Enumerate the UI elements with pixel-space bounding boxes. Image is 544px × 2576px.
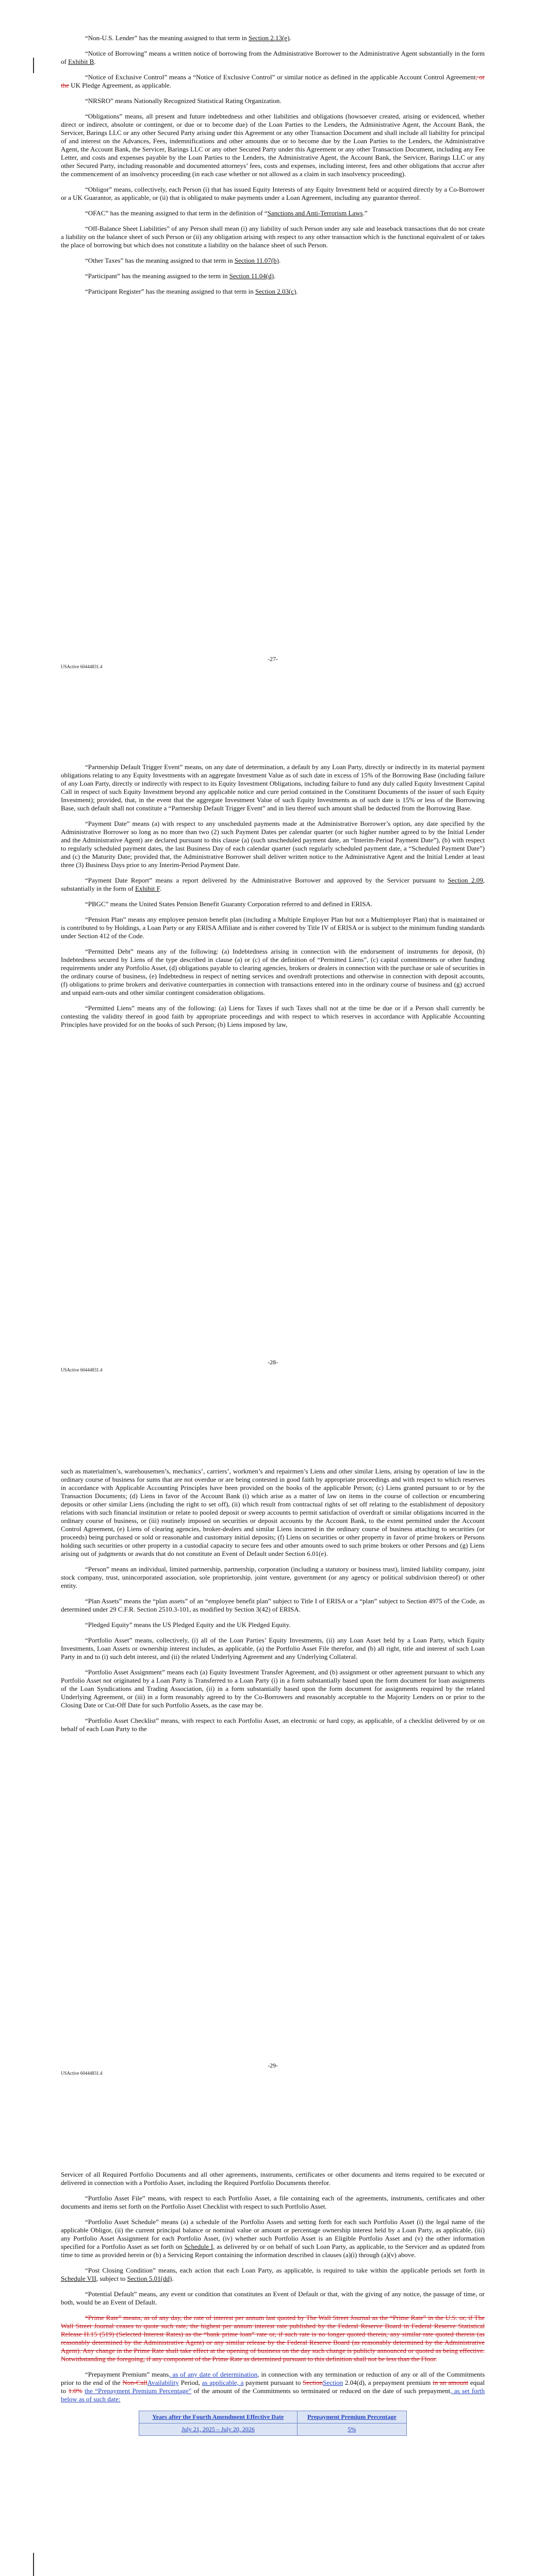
page-28-content [61,763,485,1036]
definition-prepayment-premium: “Prepayment Premium” means, as of any date of determination, in connection with any termination or reduction of any or all of the Commitments prior to the end of the Non-CallAvailability Period, as applicable, a payment pursuant to SectionSection 2.04(d), a prepayment premium in an amount equal to 1.0% the “Prepayment Premium Percentage” of the amount of the Commitments so terminated or reduced on the date of such prepayment, as set forth below as of such date: [61,2370,485,2403]
document-id: USActive 60444831.4 [61,1367,103,1372]
section-link[interactable]: Section 2.09 [448,876,483,884]
definition-obligor: “Obligor” means, collectively, each Person (i) that has issued Equity Interests of any Equity Investment held or acquired directly by a Co-Borrower or a UK Guarantor, as applicable, or (ii) that is obligated to make payments under a Loan Agreement, including any guarantor thereof. [61,185,485,201]
page-30 [0,2110,544,2576]
definition-portfolio-asset: “Portfolio Asset” means, collectively, (i) all of the Loan Parties’ Equity Investments, (ii) any Loan Asset held by a Loan Party, which Equity Investments, Loan Assets or ownership interest includes, as applicable, (a) the Portfolio Asset File therefor, and (b) all right, title and interest of such Loan Party in and to (i) such debt interest, and (ii) the related Underlying Agreement and any Underlying Collateral. [61,1636,485,1660]
definition-pbgc: “PBGC” means the United States Pension Benefit Guaranty Corporation referred to and defined in ERISA. [85,900,373,908]
table-header-years: Years after the Fourth Amendment Effective Date [139,2411,298,2424]
prepayment-premium-table [139,2411,407,2436]
page-29-content [61,1467,485,1740]
definition-person: “Person” means an individual, limited partnership, partnership, corporation (including a statutory or business trust), limited liability company, joint stock company, trust, unincorporated association, sole proprietorship, joint venture, government (or any agency or political subdivision thereof) or other entity. [61,1565,485,1589]
definition-obligations: “Obligations” means, all present and future indebtedness and other liabilities and obligations (howsoever created, arising or evidenced, whether direct or indirect, absolute or contingent, or due or to become due) of the Loan Parties to the Lenders, the Administrative Agent, the Account Bank, the Servicer, Barings LLC or any other Secured Party arising under this Agreement or any other Transaction Document and shall include all liability for principal of and interest on the Advances, Fees, indemnifications and other amounts due or to become due by the Loan Parties to the Lenders, the Administrative Agent, the Account Bank, the Servicer, Barings LLC or any other Secured Party under this Agreement or any other Transaction Document, including any Fee Letter, and costs and expenses payable by the Loan Parties to the Lenders, the Administrative Agent, the Account Bank, the Servicer, Barings LLC or any other Secured Party, including reasonable and documented attorneys’ fees, costs and expenses, including interest, fees and other obligations that accrue after the commencement of an insolvency proceeding (in each case whether or not allowed as a claim in such insolvency proceeding). [61,112,485,178]
definition-potential-default: “Potential Default” means, any event or condition that constitutes an Event of Default or that, with the giving of any notice, the passage of time, or both, would be an Event of Default. [61,2290,485,2306]
table-cell-period: July 21, 2025 – July 20, 2026 [139,2424,298,2436]
section-link[interactable]: Section 2.13(e) [248,34,290,42]
page-27-content [61,34,485,303]
page-29 [0,1406,544,2110]
definition-ofac: “OFAC” has the meaning assigned to that term in the definition of “Sanctions and Anti-Terrorism Laws.” [85,209,368,217]
change-bar [33,2553,34,2576]
page-footer [61,2062,485,2076]
definition-nrsro: “NRSRO” means Nationally Recognized Statistical Rating Organization. [85,97,282,105]
deleted-text: , or the [61,73,485,89]
section-link[interactable]: Section 5.01(dd) [127,2275,172,2282]
table-header-row [139,2411,407,2424]
table-row [139,2424,407,2436]
definition-payment-date-report: “Payment Date Report” means a report delivered by the Administrative Borrower and approved by the Servicer pursuant to Section 2.09, substantially in the form of Exhibit F. [61,876,485,892]
permitted-liens-continued: such as materialmen’s, warehousemen’s, mechanics’, carriers’, workmen’s and repairmen’s Liens and other similar Liens, arising by operation of law in the ordinary course of business for sums that are not overdue or are being contested in good faith by appropriate proceedings and with respect to which reserves in accordance with Applicable Accounting Principles have been provided on the books of the applicable Person; (c) Liens granted pursuant to or by the Transaction Documents; (d) Liens in favor of the Account Bank (i) which arise as a matter of law on items in the course of collection or encumbering deposits or other similar Liens (including the right to set off), (ii) which result from contractual rights of set off relating to the establishment of depository relations with such financial institution or relate to pooled deposit or sweep accounts to permit satisfaction of overdraft or similar obligations incurred in the ordinary course of business, or (iii) routinely imposed on securities or deposit accounts by the Account Bank, to the extent permitted under the Account Control Agreement, (e) Liens of clearing agencies, broker-dealers and similar Liens incurred in the ordinary course of business attaching to securities (or proceeds) being purchased or sold or reasonable and customary initial deposits; (f) Liens on securities or other property in favor of prime brokers or Persons holding such securities or other property in a custodial capacity to secure fees and other amounts owed to such prime brokers or other Persons and (g) Liens arising out of judgments or awards that do not constitute an Event of Default under Section 6.01(e). [61,1467,485,1557]
definition-plan-assets: “Plan Assets” means the “plan assets” of an “employee benefit plan” subject to Title I of ERISA or a “plan” subject to Section 4975 of the Code, as determined under 29 C.F.R. Section 2510.3-101, as modified by Section 3(42) of ERISA. [61,1597,485,1613]
document-id: USActive 60444831.4 [61,2071,103,2076]
page-30-content [61,2171,485,2436]
definition-portfolio-asset-checklist: “Portfolio Asset Checklist” means, with respect to each Portfolio Asset, an electronic or hard copy, as applicable, of a checklist delivered by or on behalf of each Loan Party to the [61,1717,485,1733]
definition-link[interactable]: Sanctions and Anti-Terrorism Laws [267,209,363,217]
document-id: USActive 60444831.4 [61,664,103,669]
portfolio-asset-checklist-continued: Servicer of all Required Portfolio Documents and all other agreements, instruments, certificates or other documents and items required to be executed or delivered in connection with a Portfolio Asset, including the Required Portfolio Documents therefor. [61,2171,485,2187]
exhibit-link[interactable]: Exhibit B [68,58,94,65]
definition-participant-register: “Participant Register” has the meaning assigned to that term in Section 2.03(c). [85,287,298,295]
table-cell-percentage: 5% [297,2424,406,2436]
page-28 [0,703,544,1406]
schedule-link[interactable]: Schedule I [184,2243,213,2250]
definition-pledged-equity: “Pledged Equity” means the US Pledged Equity and the UK Pledged Equity. [85,1621,291,1629]
definition-permitted-debt: “Permitted Debt” means any of the following: (a) Indebtedness arising in connection with the endorsement of instruments for deposit, (b) Indebtedness secured by Liens of the type described in clause (a) or (c) of the definition of “Permitted Liens”, (c) capital commitments or other funding requirements under any Portfolio Asset, (d) obligations payable to clearing agencies, brokers or dealers in connection with the purchase or sale of securities in the ordinary course of business, (e) Indebtedness in respect of netting services and overdraft protections and otherwise in connection with deposit accounts, (f) obligations to prime brokers and derivative counterparties in connection with transactions entered into in the ordinary course of business and (g) accrued and unpaid earn-outs and other similar contingent consideration obligations. [61,947,485,996]
definition-participant: “Participant” has the meaning assigned to the term in Section 11.04(d). [85,272,276,280]
definition-off-balance-sheet: “Off-Balance Sheet Liabilities” of any Person shall mean (i) any liability of such Person under any sale and leaseback transactions that do not create a liability on the balance sheet of such Person or (ii) any obligation arising with respect to any other transaction which is the functional equivalent of or takes the place of borrowing but which does not constitute a liability on the balance sheet of such Person. [61,225,485,249]
exhibit-link[interactable]: Exhibit F [135,885,160,892]
definition-payment-date: “Payment Date” means (a) with respect to any unscheduled payments made at the Administrative Borrower’s option, any date specified by the Administrative Borrower so long as no more than two (2) such Payment Dates per calendar quarter (or such higher number agreed to by the Initial Lender and the Administrative Agent) are declared pursuant to this clause (a) (such unscheduled payment date, an “Interim-Period Payment Date”), (b) with respect to regularly scheduled payment dates, the last Business Day of each calendar quarter (such regularly scheduled payment date, a “Scheduled Payment Date”) and (c) the Maturity Date; provided that, the Administrative Borrower shall deliver written notice to the Administrative Agent and the Initial Lender at least three (3) Business Days prior to any Interim-Period Payment Date. [61,820,485,869]
section-link[interactable]: Section 2.03(c) [255,287,296,295]
section-link[interactable]: Section 11.04(d) [229,272,274,280]
definition-portfolio-asset-file: “Portfolio Asset File” means, with respect to each Portfolio Asset, a file containing each of the agreements, instruments, certificates and other documents and items set forth on the Portfolio Asset Checklist with respect to such Portfolio Asset. [61,2194,485,2210]
definition-other-taxes: “Other Taxes” has the meaning assigned to that term in Section 11.07(b). [85,257,281,264]
page-footer [61,655,485,669]
definition-portfolio-asset-assignment: “Portfolio Asset Assignment” means each (a) Equity Investment Transfer Agreement, and (b) assignment or other agreement pursuant to which any Portfolio Asset not originated by a Loan Party is Transferred to a Loan Party (i) in a form substantially based upon the form document for loan assignments of the Loan Syndications and Trading Association, (ii) in a form substantially based upon the form document for assignments required by the related Underlying Agreement, or (iii) in a form reasonably agreed to by the Co-Borrowers and reasonably acceptable to the Majority Lenders on or prior to the Closing Date or Cut-Off Date for such Portfolio Assets, as the case may be. [61,1668,485,1709]
deleted-definition-prime-rate: “Prime Rate” means, as of any day, the rate of interest per annum last quoted by The Wall Street Journal as the “Prime Rate” in the U.S. or, if The Wall Street Journal ceases to quote such rate, the highest per annum interest rate published by the Federal Reserve Board in Federal Reserve Statistical Release H.15 (519) (Selected Interest Rates) as the “bank prime loan” rate or, if such rate is no longer quoted therein, any similar rate quoted therein (as reasonably determined by the Administrative Agent) or any similar release by the Federal Reserve Board (as reasonably determined by the Administrative Agent). Any change in the Prime Rate shall take effect at the opening of business on the day such change is publicly announced or quoted as being effective. Notwithstanding the foregoing, if any component of the Prime Rate as determined pursuant to this definition shall not be less than the Floor. [61,2314,485,2363]
definition-permitted-liens: “Permitted Liens” means any of the following: (a) Liens for Taxes if such Taxes shall not at the time be due or if a Person shall currently be contesting the validity thereof in good faith by appropriate proceedings and with respect to which reserves in accordance with Applicable Accounting Principles have provided for on the books of such Person; (b) Liens imposed by law, [61,1004,485,1028]
change-bar [33,58,34,73]
schedule-link[interactable]: Schedule VII [61,2275,96,2282]
definition-notice-of-exclusive-control: “Notice of Exclusive Control” means a “Notice of Exclusive Control” or similar notice as defined in the applicable Account Control Agreement, or the UK Pledge Agreement, as applicable. [61,73,485,89]
page-footer [61,1359,485,1372]
page-number: -29- [268,2062,278,2069]
page-number: -27- [268,655,278,663]
section-link[interactable]: Section 11.07(b) [234,257,279,264]
page-number: -28- [268,1359,278,1366]
definition-partnership-default-trigger-event: “Partnership Default Trigger Event” means, on any date of determination, a default by any Loan Party, directly or indirectly in its material payment obligations relating to any Equity Investments with an aggregate Investment Value as of such date in excess of 15% of the Borrowing Base (including failure of any Loan Party, directly or indirectly with respect to its Equity Investment Obligations, including failure to fund any duly called Equity Investment Capital Call in respect of such Equity Investment beyond any applicable notice and cure period contained in the Constituent Documents of the issuer of such Equity Investment); provided, that, in the event that the aggregate Investment Value of such Equity Investments as of such date is 15% or less of the Borrowing Base, such default shall not constitute a “Partnership Default Trigger Event” and in lieu thereof such amount shall be deducted from the Borrowing Base. [61,763,485,812]
definition-portfolio-asset-schedule: “Portfolio Asset Schedule” means (a) a schedule of the Portfolio Assets and setting forth for each such Portfolio Asset (i) the legal name of the applicable Obligor, (ii) the current principal balance or nominal value or amount or percentage ownership interest held by a Loan Party, as applicable, (iii) any Portfolio Asset Assignment for each Portfolio Asset, (iv) whether such Portfolio Asset is an Eligible Portfolio Asset and (v) the other information specified for a Portfolio Asset as set forth on Schedule I, as delivered by or on behalf of such Loan Party, as applicable, to the Servicer and as updated from time to time as provided herein or (b) a Servicing Report containing the information described in clauses (a)(i) through (a)(v) above. [61,2218,485,2259]
definition-non-us-lender: “Non-U.S. Lender” has the meaning assigned to that term in Section 2.13(e). [85,34,291,42]
definition-notice-of-borrowing: “Notice of Borrowing” means a written notice of borrowing from the Administrative Borrower to the Administrative Agent substantially in the form of Exhibit B. [61,49,485,65]
definition-pension-plan: “Pension Plan” means any employee pension benefit plan (including a Multiple Employer Plan but not a Multiemployer Plan) that is maintained or is contributed to by Holdings, a Loan Party or any ERISA Affiliate and is either covered by Title IV of ERISA or is subject to the minimum funding standards under Section 412 of the Code. [61,916,485,940]
definition-post-closing-condition: “Post Closing Condition” means, each action that each Loan Party, as applicable, is required to take within the applicable periods set forth in Schedule VII, subject to Section 5.01(dd). [61,2266,485,2282]
table-header-percentage: Prepayment Premium Percentage [297,2411,406,2424]
page-27 [0,0,544,703]
